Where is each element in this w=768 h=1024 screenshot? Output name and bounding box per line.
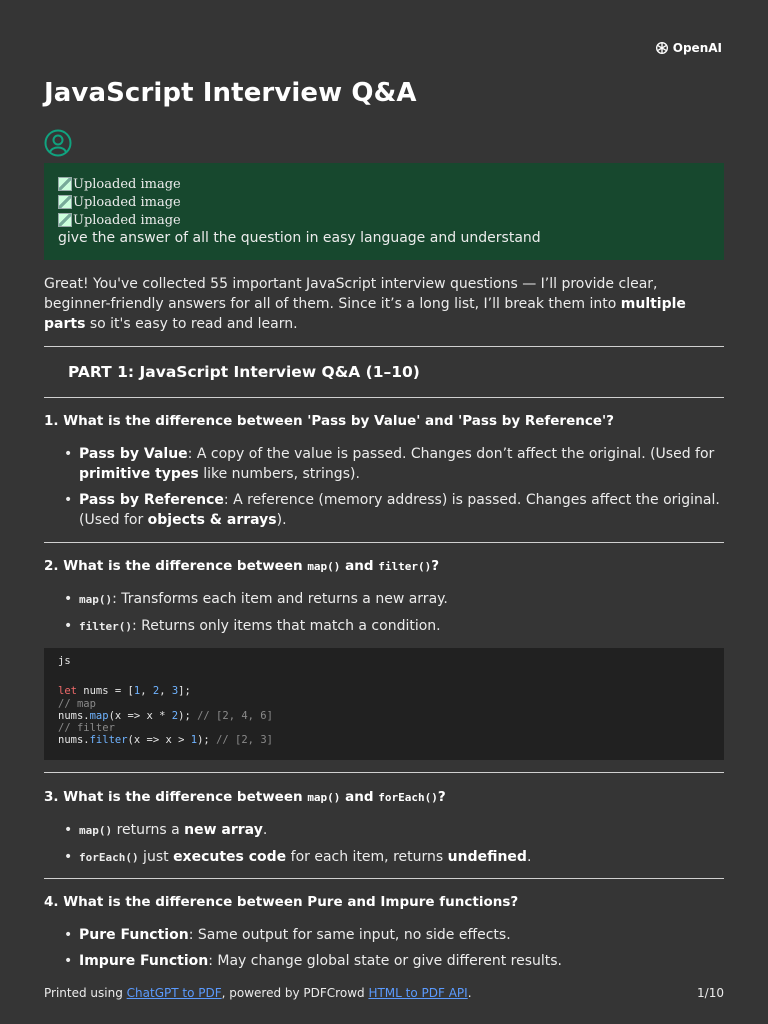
- list-item: • Pass by Value: A copy of the value is passed. Changes don’t affect the original. (Used for primitive types like numbers, strings).: [44, 444, 724, 484]
- code-line: let nums = [1, 2, 3];: [58, 685, 191, 698]
- uploaded-image[interactable]: Uploaded image: [58, 211, 710, 229]
- openai-logo-icon: [654, 40, 670, 56]
- user-message-text: give the answer of all the question in easy language and understand: [58, 230, 541, 246]
- question-3-answers: [44, 820, 724, 874]
- question-2-answers: [44, 589, 724, 643]
- part-heading: PART 1: JavaScript Interview Q&A (1–10): [68, 363, 420, 381]
- list-item: • Pass by Reference: A reference (memory address) is passed. Changes affect the original. (Used for objects & arrays).: [44, 490, 724, 530]
- broken-image-icon: [58, 195, 72, 209]
- user-avatar-icon: [44, 129, 72, 157]
- question-4-heading: 4. What is the difference between Pure and Impure functions?: [44, 894, 519, 910]
- brand-name: OpenAI: [672, 41, 722, 55]
- divider: [44, 878, 724, 879]
- code-block[interactable]: [44, 648, 724, 760]
- uploaded-image[interactable]: Uploaded image: [58, 175, 710, 193]
- broken-image-icon: [58, 213, 72, 227]
- question-3-heading: 3. What is the difference between map() and forEach()?: [44, 789, 446, 805]
- print-footer: Printed using ChatGPT to PDF, powered by PDFCrowd HTML to PDF API.: [44, 986, 472, 1000]
- code-line: nums.map(x => x * 2); // [2, 4, 6]: [58, 709, 273, 722]
- list-item: • filter(): Returns only items that match a condition.: [44, 616, 724, 637]
- page-title: JavaScript Interview Q&A: [44, 78, 417, 108]
- code-language-label: js: [58, 655, 71, 667]
- broken-image-icon: [58, 177, 72, 191]
- divider: [44, 772, 724, 773]
- list-item: • map(): Transforms each item and returns a new array.: [44, 589, 724, 610]
- list-item: • forEach() just executes code for each item, returns undefined.: [44, 847, 724, 868]
- brand-logo: [654, 40, 722, 56]
- question-2-heading: 2. What is the difference between map() and filter()?: [44, 558, 440, 574]
- divider: [44, 397, 724, 398]
- list-item: • Pure Function: Same output for same input, no side effects.: [44, 925, 724, 945]
- uploaded-image[interactable]: Uploaded image: [58, 193, 710, 211]
- html-to-pdf-api-link[interactable]: HTML to PDF API: [368, 986, 468, 1000]
- list-item: • Impure Function: May change global state or give different results.: [44, 951, 724, 971]
- divider: [44, 346, 724, 347]
- user-message: [44, 163, 724, 260]
- question-1-heading: 1. What is the difference between 'Pass by Value' and 'Pass by Reference'?: [44, 413, 614, 429]
- page-number: 1/10: [697, 986, 724, 1000]
- code-line: // map: [58, 697, 96, 710]
- chatgpt-to-pdf-link[interactable]: ChatGPT to PDF: [126, 986, 222, 1000]
- list-item: • map() returns a new array.: [44, 820, 724, 841]
- code-line: // filter: [58, 722, 115, 735]
- question-1-answers: [44, 444, 724, 536]
- divider: [44, 542, 724, 543]
- intro-paragraph: Great! You've collected 55 important JavaScript interview questions — I’ll provide clear, beginner-friendly answers for all of them. Since it’s a long list, I’ll break them into multiple parts so it's easy to read and learn.: [44, 276, 686, 332]
- code-line: nums.filter(x => x > 1); // [2, 3]: [58, 734, 273, 747]
- question-4-answers: [44, 925, 724, 977]
